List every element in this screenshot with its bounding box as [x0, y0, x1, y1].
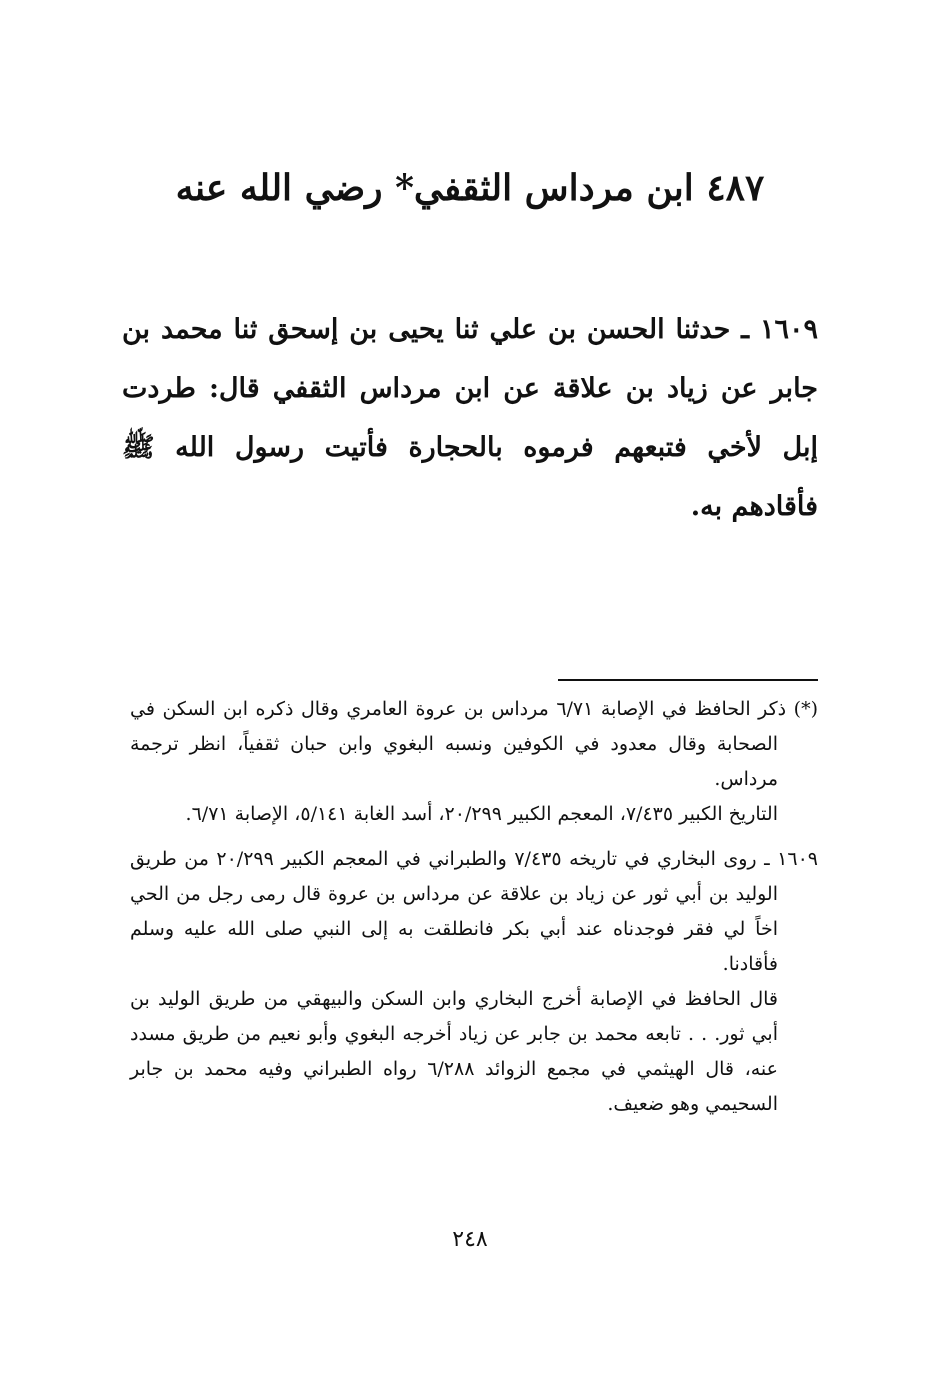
chapter-title: ٤٨٧ ابن مرداس الثقفي* رضي الله عنه: [175, 167, 765, 209]
page-number: ٢٤٨: [452, 1227, 488, 1252]
footnote-star: (*) ذكر الحافظ في الإصابة ٦/٧١ مرداس بن عروة العامري وقال ذكره ابن السكن في الصحابة وقال معدود في الكوفين ونسبه البغوي وابن حبان ثقفياً، انظر ترجمة مرداس.: [130, 698, 818, 790]
footnote-hadith-1609: ١٦٠٩ ـ روى البخاري في تاريخه ٧/٤٣٥ والطبراني في المعجم الكبير ٢٠/٢٩٩ من طريق الوليد بن أبي ثور عن زياد بن علاقة عن مرداس بن عروة قال رمى رجل من الحي اخاً لي فقر فوجدناه عند أبي بكر فانطلقت به إلى النبي صلى الله عليه وسلم فأقادنا.: [130, 848, 818, 975]
footnote-star-references: التاريخ الكبير ٧/٤٣٥، المعجم الكبير ٢٠/٢٩٩، أسد الغابة ٥/١٤١، الإصابة ٦/٧١.: [185, 803, 778, 825]
hadith-main-text: [122, 300, 818, 536]
footnote-hafiz-commentary: قال الحافظ في الإصابة أخرج البخاري وابن السكن والبيهقي من طريق الوليد بن أبي ثور. . . تابعه محمد بن جابر عن زياد أخرجه البغوي وأبو نعيم من طريق مسدد عنه، قال الهيثمي في مجمع الزوائد ٦/٢٨٨ رواه الطبراني وفيه محمد بن جابر السحيمي وهو ضعيف.: [130, 988, 779, 1115]
footnotes-section: [130, 692, 818, 1122]
footnote-separator: [558, 679, 818, 681]
hadith-paragraph: ١٦٠٩ ـ حدثنا الحسن بن علي ثنا يحيى بن إسحق ثنا محمد بن جابر عن زياد بن علاقة عن ابن مرداس الثقفي قال: طردت إبل لأخي فتبعهم فرموه بالحجارة فأتيت رسول الله ﷺ فأقادهم به.: [122, 314, 818, 522]
